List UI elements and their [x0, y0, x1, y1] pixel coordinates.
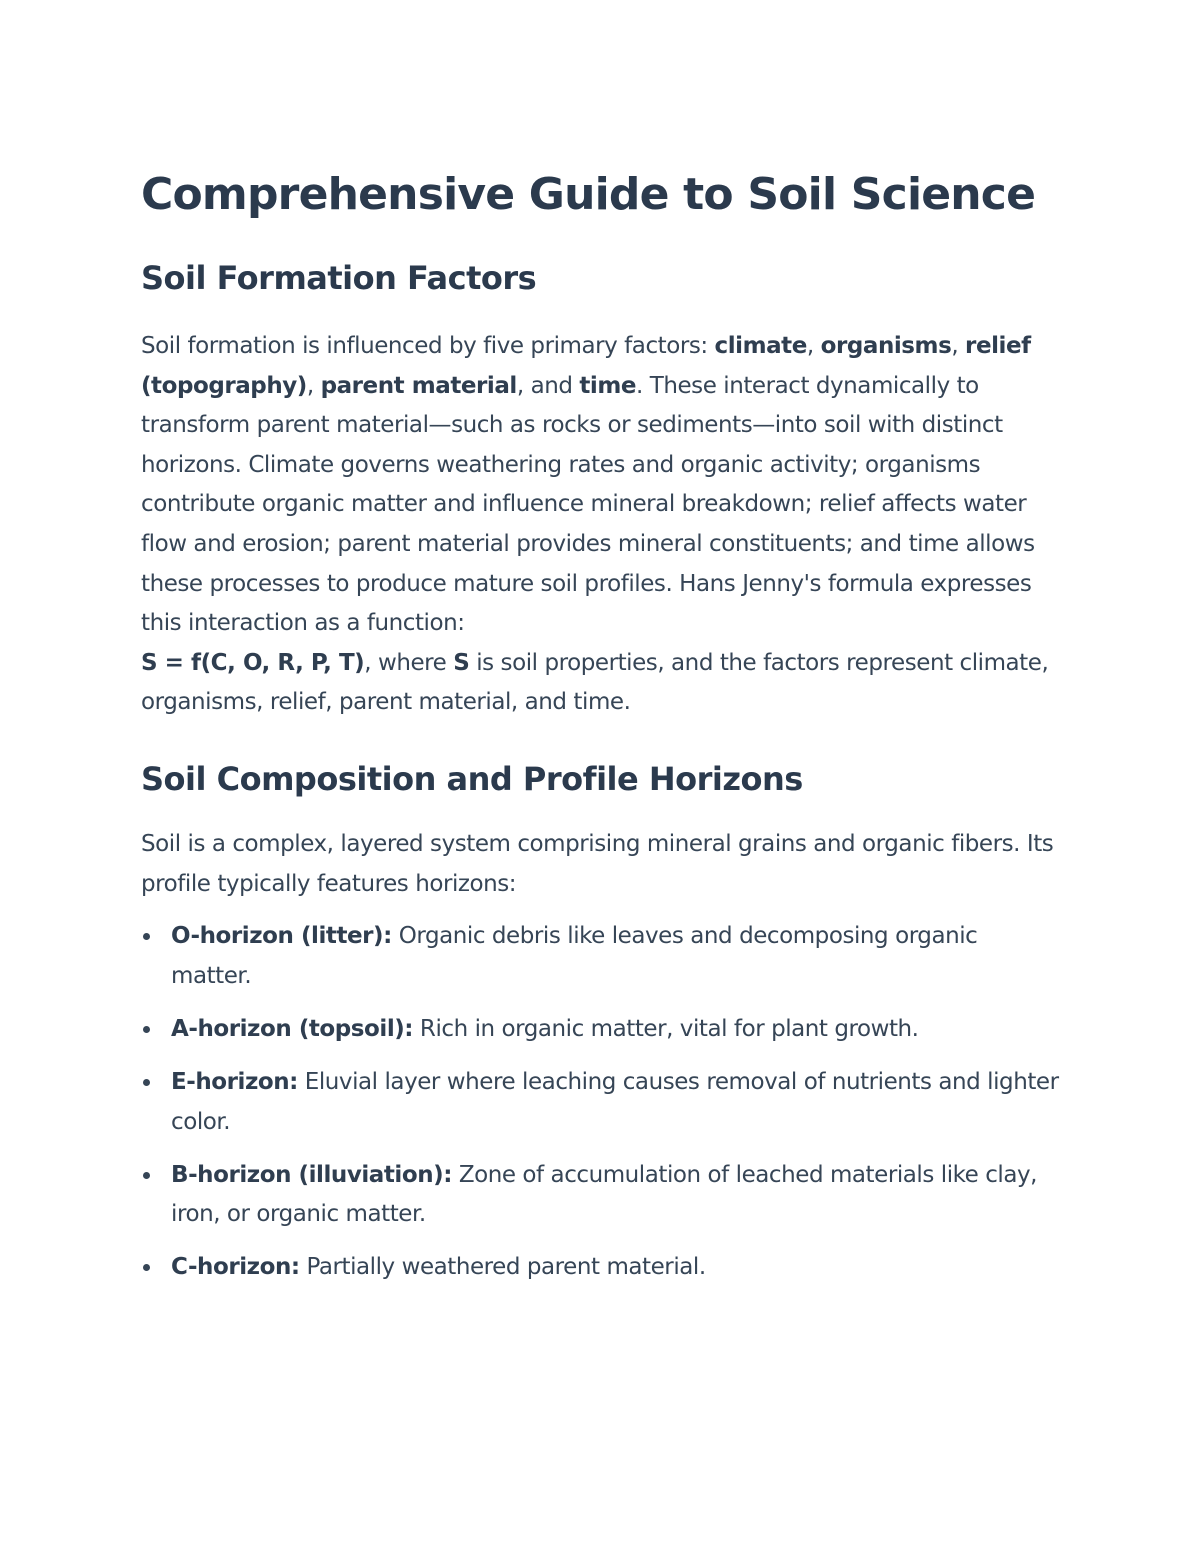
horizon-description: Organic debris like leaves and decomposing organic matter.	[171, 923, 978, 989]
factor-parent-material: parent material	[320, 372, 517, 399]
document-title: Comprehensive Guide to Soil Science	[141, 169, 1036, 220]
formation-intro-text: Soil formation is influenced by five primary factors:	[141, 333, 715, 359]
document-page	[141, 166, 1061, 1301]
list-item	[141, 1248, 1061, 1288]
factor-organisms: organisms	[820, 333, 952, 359]
horizon-label: C-horizon:	[171, 1254, 300, 1281]
factor-time: time	[579, 372, 637, 399]
horizon-description: Rich in organic matter, vital for plant growth.	[413, 1015, 919, 1042]
factor-climate: climate	[714, 333, 807, 359]
separator: ,	[951, 333, 966, 359]
formation-body-text: . These interact dynamically to transform parent material—such as rocks or sediments—into soil with distinct horizons. Climate governs weathering rates and organic activity; organisms contribute organic matter and influence mineral breakdown; relief affects water flow and erosion; parent material provides mineral constituents; and time allows these processes to produce mature soil profiles. Hans Jenny's formula expresses this interaction as a function:	[141, 372, 1035, 637]
composition-paragraph: Soil is a complex, layered system comprising mineral grains and organic fibers. Its profile typically features horizons:	[141, 830, 1054, 897]
horizon-label: A-horizon (topsoil):	[171, 1015, 414, 1042]
list-item	[141, 1063, 1061, 1142]
formula-text: , where	[364, 649, 454, 676]
section-heading-composition: Soil Composition and Profile Horizons	[141, 759, 803, 798]
bullet-icon	[143, 1026, 150, 1033]
jenny-formula: S = f(C, O, R, P, T)	[141, 649, 365, 676]
separator: , and	[516, 372, 580, 399]
section-heading-formation: Soil Formation Factors	[141, 259, 537, 297]
list-item	[141, 1010, 1061, 1050]
formation-paragraph	[141, 327, 1061, 723]
separator: ,	[806, 333, 821, 359]
horizon-description: Zone of accumulation of leached materials like clay, iron, or organic matter.	[171, 1161, 1038, 1228]
bullet-icon	[143, 1079, 150, 1086]
list-item	[141, 1156, 1061, 1235]
bullet-icon	[143, 1264, 150, 1271]
formula-symbol-s: S	[453, 649, 470, 676]
horizon-description: Eluvial layer where leaching causes removal of nutrients and lighter color.	[171, 1068, 1059, 1135]
horizon-list	[141, 917, 1061, 1288]
bullet-icon	[143, 1172, 150, 1179]
horizon-label: B-horizon (illuviation):	[171, 1161, 452, 1188]
horizon-label: E-horizon:	[171, 1068, 298, 1095]
horizon-label: O-horizon (litter):	[171, 923, 392, 950]
formula-explanation: is soil properties, and the factors represent climate, organisms, relief, parent material, and time.	[141, 649, 1049, 716]
bullet-icon	[143, 933, 150, 940]
separator: ,	[306, 372, 321, 399]
horizon-description: Partially weathered parent material.	[299, 1254, 706, 1281]
factor-relief: relief (topography)	[141, 333, 1031, 399]
list-item	[141, 917, 1061, 996]
